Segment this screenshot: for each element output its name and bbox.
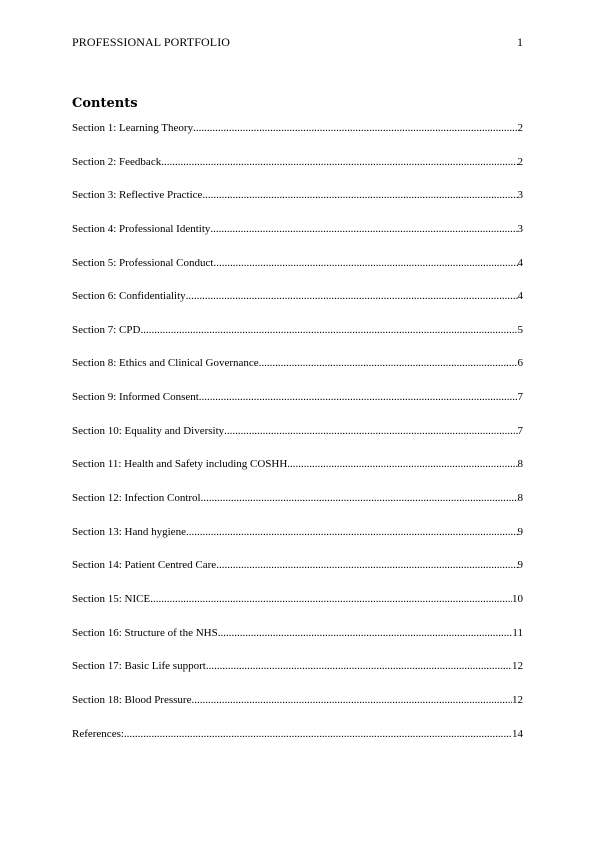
toc-entry-page-number: 12 bbox=[512, 660, 523, 673]
toc-entry[interactable] bbox=[72, 690, 523, 724]
toc-entry-page-number: 8 bbox=[517, 458, 523, 471]
toc-entry-row bbox=[72, 286, 523, 306]
toc-entry-page-number: 3 bbox=[517, 222, 523, 235]
toc-entry-page-number: 7 bbox=[517, 391, 523, 404]
toc-entry-row bbox=[72, 353, 523, 373]
toc-dot-leader bbox=[124, 724, 512, 744]
toc-entry[interactable] bbox=[72, 387, 523, 421]
toc-entry-label: Section 6: Confidentiality bbox=[72, 290, 186, 303]
toc-dot-leader bbox=[193, 118, 517, 138]
toc-dot-leader bbox=[206, 656, 512, 676]
toc-entry[interactable] bbox=[72, 320, 523, 354]
toc-entry[interactable] bbox=[72, 724, 523, 758]
toc-entry-page-number: 8 bbox=[517, 492, 523, 505]
toc-dot-leader bbox=[210, 219, 517, 239]
toc-entry-row bbox=[72, 253, 523, 273]
toc-entry-label: Section 7: CPD bbox=[72, 323, 141, 336]
toc-entry[interactable] bbox=[72, 623, 523, 657]
toc-entry-row bbox=[72, 185, 523, 205]
toc-entry[interactable] bbox=[72, 656, 523, 690]
toc-dot-leader bbox=[161, 152, 517, 172]
toc-dot-leader bbox=[191, 690, 512, 710]
toc-entry-row bbox=[72, 488, 523, 508]
toc-entry-label: Section 2: Feedback bbox=[72, 155, 162, 168]
toc-entry[interactable] bbox=[72, 152, 523, 186]
page-header bbox=[72, 34, 523, 50]
toc-entry-label: Section 9: Informed Consent bbox=[72, 391, 199, 404]
toc-entry-row bbox=[72, 152, 523, 172]
toc-entry-row bbox=[72, 690, 523, 710]
toc-entry[interactable] bbox=[72, 522, 523, 556]
toc-dot-leader bbox=[287, 454, 517, 474]
toc-entry-label: Section 5: Professional Conduct bbox=[72, 256, 214, 269]
toc-dot-leader bbox=[224, 421, 517, 441]
toc-dot-leader bbox=[201, 488, 518, 508]
toc-dot-leader bbox=[186, 286, 518, 306]
header-page-number: 1 bbox=[517, 35, 523, 49]
toc-dot-leader bbox=[150, 589, 512, 609]
toc-entry-page-number: 7 bbox=[517, 424, 523, 437]
toc-dot-leader bbox=[218, 623, 513, 643]
toc-entry-page-number: 6 bbox=[517, 357, 523, 370]
toc-entry-row bbox=[72, 421, 523, 441]
toc-entry-row bbox=[72, 589, 523, 609]
toc-entry-label: Section 12: Infection Control bbox=[72, 492, 201, 505]
toc-entry-row bbox=[72, 387, 523, 407]
toc-dot-leader bbox=[140, 320, 517, 340]
toc-entry[interactable] bbox=[72, 219, 523, 253]
toc-entry[interactable] bbox=[72, 185, 523, 219]
toc-entry[interactable] bbox=[72, 555, 523, 589]
toc-entry-row bbox=[72, 623, 523, 643]
toc-entry-page-number: 9 bbox=[517, 559, 523, 572]
toc-entry-label: Section 1: Learning Theory bbox=[72, 122, 194, 134]
toc-entry[interactable] bbox=[72, 589, 523, 623]
table-of-contents bbox=[72, 118, 523, 757]
toc-heading: Contents bbox=[72, 96, 138, 111]
toc-entry-page-number: 3 bbox=[517, 189, 523, 202]
toc-entry[interactable] bbox=[72, 454, 523, 488]
toc-entry-label: Section 3: Reflective Practice bbox=[72, 189, 203, 202]
toc-entry[interactable] bbox=[72, 118, 523, 152]
toc-entry-label: Section 8: Ethics and Clinical Governance bbox=[72, 357, 259, 370]
toc-entry-row bbox=[72, 522, 523, 542]
toc-entry-row bbox=[72, 320, 523, 340]
toc-entry-page-number: 10 bbox=[512, 592, 523, 605]
toc-entry[interactable] bbox=[72, 253, 523, 287]
toc-entry-page-number: 4 bbox=[517, 290, 523, 303]
toc-entry-label: Section 4: Professional Identity bbox=[72, 222, 211, 235]
toc-dot-leader bbox=[186, 522, 518, 542]
toc-entry-page-number: 5 bbox=[517, 323, 523, 336]
toc-dot-leader bbox=[216, 555, 517, 575]
toc-dot-leader bbox=[213, 253, 517, 273]
toc-entry-page-number: 4 bbox=[517, 256, 523, 269]
toc-entry-row bbox=[72, 454, 523, 474]
toc-entry-page-number: 2 bbox=[517, 122, 523, 134]
toc-entry-row bbox=[72, 219, 523, 239]
toc-entry-row bbox=[72, 724, 523, 744]
toc-entry[interactable] bbox=[72, 286, 523, 320]
toc-entry-label: Section 15: NICE bbox=[72, 592, 151, 605]
header-title: PROFESSIONAL PORTFOLIO bbox=[72, 35, 231, 49]
toc-entry[interactable] bbox=[72, 488, 523, 522]
toc-entry-label: References: bbox=[72, 727, 124, 740]
toc-entry-label: Section 11: Health and Safety including COSHH bbox=[72, 458, 288, 471]
toc-dot-leader bbox=[199, 387, 518, 407]
toc-entry-row bbox=[72, 118, 523, 138]
toc-dot-leader bbox=[202, 185, 517, 205]
toc-entry-label: Section 16: Structure of the NHS bbox=[72, 626, 218, 639]
toc-dot-leader bbox=[259, 353, 518, 373]
toc-entry[interactable] bbox=[72, 353, 523, 387]
toc-entry-row bbox=[72, 555, 523, 575]
toc-entry-label: Section 17: Basic Life support bbox=[72, 660, 206, 673]
toc-entry-page-number: 12 bbox=[512, 693, 523, 706]
toc-entry-row bbox=[72, 656, 523, 676]
toc-entry-page-number: 14 bbox=[512, 727, 523, 740]
toc-entry-label: Section 14: Patient Centred Care bbox=[72, 559, 217, 572]
toc-entry-page-number: 2 bbox=[517, 155, 523, 168]
toc-entry-page-number: 9 bbox=[517, 525, 523, 538]
toc-entry-page-number: 11 bbox=[512, 626, 523, 639]
toc-entry-label: Section 10: Equality and Diversity bbox=[72, 424, 225, 437]
toc-entry[interactable] bbox=[72, 421, 523, 455]
toc-entry-label: Section 18: Blood Pressure bbox=[72, 693, 192, 706]
toc-entry-label: Section 13: Hand hygiene bbox=[72, 525, 186, 538]
